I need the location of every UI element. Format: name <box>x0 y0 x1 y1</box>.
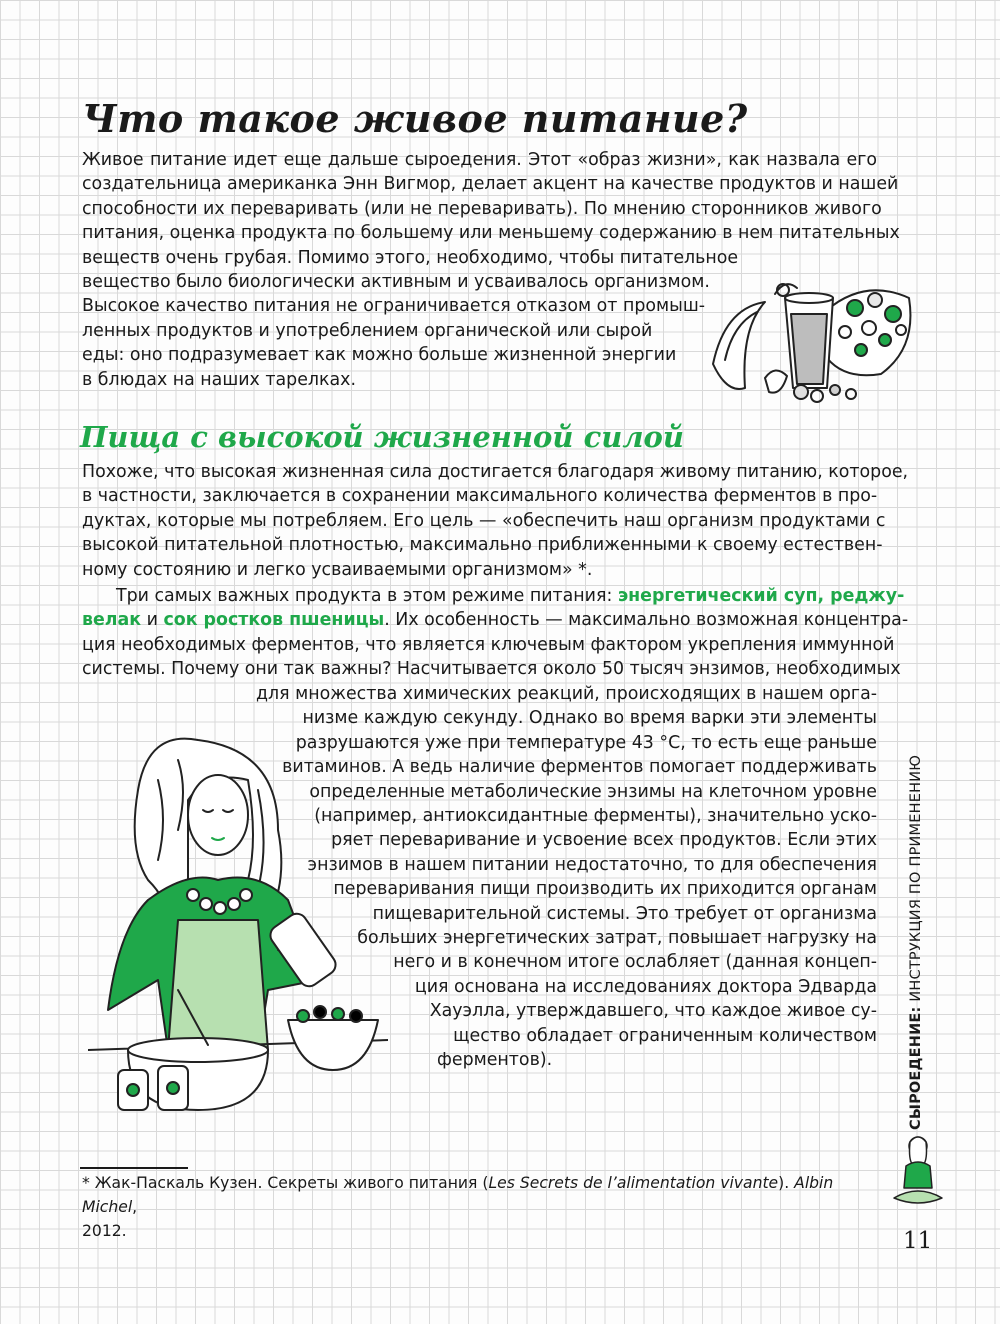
wrap-line: разрушаются уже при температуре 43 °C, то есть еще раньше <box>295 732 877 753</box>
intro-line: еды: оно подразумевает как можно больше жизненной энергии <box>82 345 677 366</box>
intro-line: вещество было биологически активным и усваивалось организмом. <box>82 272 710 293</box>
intro-line: ленных продуктов и употреблением органической или сырой <box>82 320 653 341</box>
wrap-line: ферментов). <box>437 1050 553 1071</box>
footnote-rule <box>80 1167 188 1169</box>
highlight-wheatgrass-juice: сок ростков пшеницы <box>163 610 385 631</box>
section-line: высокой питательной плотностью, максимально приближенными к своему естествен- <box>82 535 883 556</box>
intro-line: создательница американка Энн Вигмор, делает акцент на качестве продуктов и нашей <box>82 174 899 195</box>
highlight-energy-soup: энергетический суп, реджу- <box>617 586 905 606</box>
products-rest-text: . Их особенность — максимально возможная концентра- <box>384 610 909 631</box>
section-paragraph <box>82 460 909 582</box>
highlight-rejuvelac: велак <box>82 610 142 631</box>
wrap-line: переваривания пищи производить их приходится органам <box>333 879 877 900</box>
section-line: дуктах, которые мы потребляем. Его цель — «обеспечить наш организм продуктами с <box>82 510 886 531</box>
footnote-book-title: Les Secrets de l’alimentation vivante <box>488 1174 779 1192</box>
intro-line: Высокое качество питания не ограничивается отказом от промыш- <box>82 296 706 317</box>
products-intro-text: Три самых важных продукта в этом режиме питания: <box>116 586 618 606</box>
wrap-line: определенные метаболические энзимы на клеточном уровне <box>309 781 877 802</box>
wrap-line: щество обладает ограниченным количеством <box>453 1025 877 1046</box>
wrap-line: него и в конечном итоге ослабляет (данная концеп- <box>393 952 877 973</box>
page-number: 11 <box>903 1228 933 1254</box>
intro-line: Живое питание идет еще дальше сыроедения. Этот «образ жизни», как назвала его <box>82 150 877 170</box>
meditating-woman-emblem <box>888 1132 948 1212</box>
wrap-line: для множества химических реакций, происходящих в нашем орга- <box>256 684 877 704</box>
intro-line: в блюдах на наших тарелках. <box>82 369 356 390</box>
wrap-line: энзимов в нашем питании недостаточно, то для обеспечения <box>307 854 877 875</box>
wrap-line: пищеварительной системы. Это требует от организма <box>372 903 877 924</box>
wrap-line: больших энергетических затрат, повышает нагрузку на <box>357 928 877 949</box>
footnote-publisher: Albin Michel <box>82 1174 834 1216</box>
section-subheading: Пища с высокой жизненной силой <box>80 420 684 454</box>
intro-line: веществ очень грубая. Помимо этого, необходимо, чтобы питательное <box>82 247 739 268</box>
section-line: ному состоянию и легко усваиваемыми организмом» *. <box>82 559 593 580</box>
wrap-line: ряет переваривание и усвоение всех продуктов. Если этих <box>331 830 877 851</box>
footnote-prefix: * Жак-Паскаль Кузен. Секреты живого питания ( <box>82 1174 489 1192</box>
wrap-line: низме каждую секунду. Однако во время варки эти элементы <box>302 708 877 729</box>
smoothie-vegetables-illustration <box>705 268 925 416</box>
intro-line: питания, оценка продукта по большему или меньшему содержанию в нем питательных <box>82 223 900 244</box>
intro-line: способности их переваривать (или не переваривать). По мнению сторонников живого <box>82 198 882 219</box>
footnote-year: 2012. <box>82 1222 127 1240</box>
chapter-side-label <box>908 755 924 1130</box>
footnote-suffix: , <box>132 1198 138 1216</box>
products-conj-text: и <box>141 610 164 631</box>
wrap-line: Хауэлла, утверждавшего, что каждое живое су- <box>429 1001 877 1022</box>
chapter-label-bold: СЫРОЕДЕНИЕ: <box>908 1006 924 1130</box>
footnote-mid: ). <box>778 1174 795 1192</box>
products-line <box>82 608 909 632</box>
chapter-label-rest: ИНСТРУКЦИЯ ПО ПРИМЕНЕНИЮ <box>908 754 924 1007</box>
wrap-line: (например, антиоксидантные ферменты), значительно уско- <box>314 806 877 827</box>
products-line: системы. Почему они так важны? Насчитывается около 50 тысяч энзимов, необходимых <box>82 659 901 680</box>
products-line: ция необходимых ферментов, что является ключевым фактором укрепления иммунной <box>82 634 895 655</box>
products-paragraph <box>82 584 909 682</box>
woman-cooking-illustration <box>88 720 388 1120</box>
section-line: в частности, заключается в сохранении максимального количества ферментов в про- <box>82 486 878 507</box>
footnote <box>82 1171 877 1243</box>
section-line: Похоже, что высокая жизненная сила достигается благодаря живому питанию, которое, <box>82 462 909 482</box>
wrap-line: ция основана на исследованиях доктора Эдварда <box>414 976 877 997</box>
wrap-line: витаминов. А ведь наличие ферментов помогает поддерживать <box>282 757 877 778</box>
products-line <box>82 584 905 608</box>
page-title: Что такое живое питание? <box>82 96 748 141</box>
